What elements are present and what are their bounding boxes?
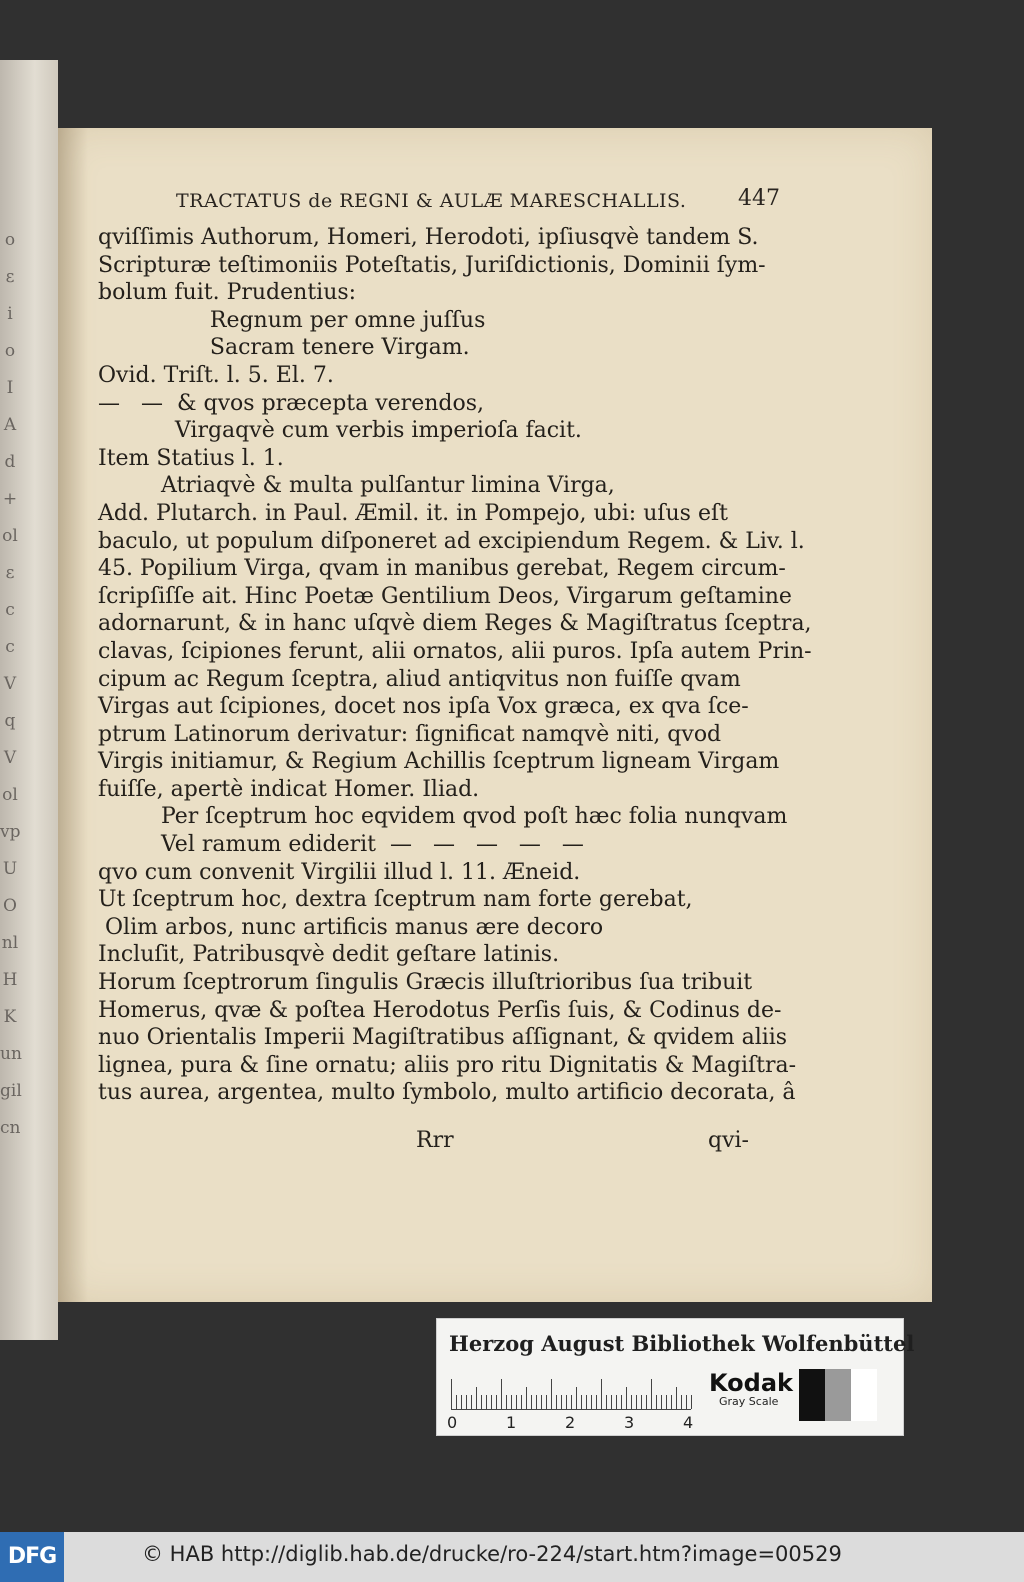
ruler-tick <box>626 1387 627 1409</box>
ruler-number: 3 <box>624 1413 635 1432</box>
text-line: Olim arbos, nunc artificis manus ære decoro <box>98 914 604 940</box>
ruler-tick <box>681 1395 682 1409</box>
facing-page-glyph: vp <box>0 822 21 842</box>
ruler-tick <box>676 1387 677 1409</box>
gray-scale-label: Gray Scale <box>719 1395 779 1408</box>
ruler-tick <box>551 1379 552 1409</box>
ruler-tick <box>541 1395 542 1409</box>
ruler-tick <box>516 1395 517 1409</box>
catchword: qvi- <box>708 1128 749 1153</box>
gray-patch <box>825 1369 851 1421</box>
ruler-tick <box>556 1395 557 1409</box>
ruler-tick <box>561 1395 562 1409</box>
ruler-tick <box>611 1395 612 1409</box>
ruler-tick <box>691 1395 692 1409</box>
ruler-tick <box>486 1395 487 1409</box>
facing-page-glyph: cn <box>0 1118 21 1138</box>
facing-page-glyph: un <box>0 1044 22 1064</box>
signature-mark: Rrr <box>416 1128 454 1153</box>
ruler-tick <box>461 1395 462 1409</box>
gray-patch <box>799 1369 825 1421</box>
ruler-number: 0 <box>447 1413 458 1432</box>
text-line: lignea, pura & ſine ornatu; aliis pro ritu Dignitatis & Magiſtra- <box>98 1052 797 1078</box>
facing-page-glyph: V <box>3 748 17 768</box>
ruler-tick <box>536 1395 537 1409</box>
facing-page-glyph: c <box>5 637 15 657</box>
facing-page-glyph: o <box>4 341 16 361</box>
ruler-tick <box>491 1395 492 1409</box>
footer-bar <box>0 1532 1024 1582</box>
ruler-tick <box>476 1387 477 1409</box>
ruler-tick <box>531 1395 532 1409</box>
text-line: Virgas aut ſcipiones, docet nos ipſa Vox græca, ex qva ſce- <box>98 694 749 720</box>
ruler-tick <box>521 1395 522 1409</box>
text-line: Virgis initiamur, & Regium Achillis ſceptrum ligneam Virgam <box>98 749 780 775</box>
facing-page-glyph: ε <box>5 267 15 287</box>
ruler-tick <box>591 1395 592 1409</box>
text-line: Vel ramum ediderit — — — — — <box>98 832 584 858</box>
ruler-tick <box>581 1395 582 1409</box>
facing-page-glyph: ol <box>2 526 18 546</box>
text-line: Incluſit, Patribusqvè dedit geſtare latinis. <box>98 942 560 968</box>
book-page <box>58 128 932 1302</box>
facing-page-glyph: A <box>3 415 17 435</box>
text-line: fuiſſe, apertè indicat Homer. Iliad. <box>98 776 480 802</box>
text-line: cipum ac Regum ſceptra, aliud antiqvitus non fuiſſe qvam <box>98 666 741 692</box>
ruler-tick <box>526 1387 527 1409</box>
facing-page-glyph: gil <box>0 1081 22 1101</box>
ruler-tick <box>471 1395 472 1409</box>
ruler-tick <box>496 1395 497 1409</box>
ruler-tick <box>606 1395 607 1409</box>
gray-patch <box>851 1369 877 1421</box>
facing-page-glyph: i <box>7 304 13 324</box>
text-line: 45. Popilium Virga, qvam in manibus gerebat, Regem circum- <box>98 556 786 582</box>
text-line: adornarunt, & in hanc uſqvè diem Reges & Magiſtratus ſceptra, <box>98 611 812 637</box>
ruler-tick <box>566 1395 567 1409</box>
ruler-tick <box>586 1395 587 1409</box>
facing-page-glyph: ol <box>2 785 18 805</box>
footer-credit: © HAB http://diglib.hab.de/drucke/ro-224/start.htm?image=00529 <box>142 1542 842 1566</box>
ruler-tick <box>686 1395 687 1409</box>
facing-page-glyph: d <box>4 452 16 472</box>
facing-page-glyph: H <box>2 970 18 990</box>
ruler-number: 1 <box>506 1413 517 1432</box>
facing-page-glyph: q <box>4 711 16 731</box>
text-line: Homerus, qvæ & poſtea Herodotus Perſis ſuis, & Codinus de- <box>98 997 782 1023</box>
facing-page-glyph: + <box>2 489 18 509</box>
ruler-tick <box>656 1395 657 1409</box>
ruler-tick <box>511 1395 512 1409</box>
facing-page-glyph: nl <box>1 933 19 953</box>
ruler-tick <box>666 1395 667 1409</box>
text-line: qviſſimis Authorum, Homeri, Herodoti, ipſiusqvè tandem S. <box>98 225 759 250</box>
text-line: qvo cum convenit Virgilii illud l. 11. Æneid. <box>98 859 581 885</box>
text-line: Scripturæ teſtimoniis Poteſtatis, Juriſdictionis, Dominii ſym- <box>98 252 766 278</box>
ruler-tick <box>651 1379 652 1409</box>
ruler-number: 2 <box>565 1413 576 1432</box>
running-header: TRACTATUS de REGNI & AULÆ MARESCHALLIS. <box>176 190 687 212</box>
text-line: — — & qvos præcepta verendos, <box>98 390 484 416</box>
text-line: clavas, ſcipiones ferunt, alii ornatos, alii puros. Ipſa autem Prin- <box>98 638 812 664</box>
ruler-tick <box>546 1395 547 1409</box>
ruler-tick <box>571 1395 572 1409</box>
facing-page-glyph: U <box>2 859 18 879</box>
color-scale-card <box>436 1318 915 1436</box>
ruler-tick <box>661 1395 662 1409</box>
ruler-tick <box>481 1395 482 1409</box>
ruler-number: 4 <box>683 1413 694 1432</box>
text-line: Sacram tenere Virgam. <box>98 335 470 361</box>
text-line: ſcripſiſſe ait. Hinc Poetæ Gentilium Deos, Virgarum geſtamine <box>98 583 792 609</box>
text-line: Ut ſceptrum hoc, dextra ſceptrum nam forte gerebat, <box>98 887 693 913</box>
text-line: ptrum Latinorum derivatur: ſignificat namqvè niti, qvod <box>98 721 722 747</box>
text-line: baculo, ut populum diſponeret ad excipiendum Regem. & Liv. l. <box>98 528 805 554</box>
facing-page-glyph: o <box>4 230 16 250</box>
facing-page-glyph: V <box>3 674 17 694</box>
text-line: Virgaqvè cum verbis imperioſa facit. <box>98 418 582 444</box>
facing-page-glyph: c <box>5 600 15 620</box>
text-line: Ovid. Triſt. l. 5. El. 7. <box>98 362 334 388</box>
text-line: bolum fuit. Prudentius: <box>98 280 357 306</box>
ruler-tick <box>641 1395 642 1409</box>
ruler-tick <box>451 1379 452 1409</box>
facing-page-glyph: I <box>6 378 14 398</box>
text-line: Horum ſceptrorum ſingulis Græcis illuſtrioribus ſua tribuit <box>98 970 753 996</box>
facing-page-glyph: ε <box>5 563 15 583</box>
ruler-tick <box>501 1379 502 1409</box>
facing-page-glyph: K <box>3 1007 17 1027</box>
ruler-tick <box>466 1395 467 1409</box>
body-text <box>98 224 812 1107</box>
text-line: Item Statius l. 1. <box>98 445 284 471</box>
text-line: Add. Plutarch. in Paul. Æmil. it. in Pompejo, ubi: uſus eſt <box>98 500 728 526</box>
ruler-tick <box>596 1395 597 1409</box>
ruler-tick <box>616 1395 617 1409</box>
text-line: Per ſceptrum hoc eqvidem qvod poſt hæc folia nunqvam <box>98 804 788 830</box>
library-name: Herzog August Bibliothek Wolfenbüttel <box>449 1331 915 1356</box>
spine-shadow <box>58 128 88 1302</box>
ruler-tick <box>646 1395 647 1409</box>
kodak-logo: Kodak <box>709 1369 793 1397</box>
text-line: Atriaqvè & multa pulſantur limina Virga, <box>98 473 615 499</box>
ruler-tick <box>601 1379 602 1409</box>
ruler-tick <box>621 1395 622 1409</box>
ruler-tick <box>671 1395 672 1409</box>
text-line: tus aurea, argentea, multo ſymbolo, multo artificio decorata, â <box>98 1080 796 1106</box>
ruler-tick <box>506 1395 507 1409</box>
ruler-tick <box>631 1395 632 1409</box>
ruler-tick <box>456 1395 457 1409</box>
ruler-tick <box>576 1387 577 1409</box>
page-number: 447 <box>738 186 780 211</box>
ruler <box>451 1375 691 1410</box>
facing-page-edge <box>0 60 58 1340</box>
text-line: Regnum per omne juſſus <box>98 307 486 333</box>
facing-page-glyph: O <box>3 896 17 916</box>
dfg-logo: DFG <box>0 1532 64 1582</box>
ruler-tick <box>636 1395 637 1409</box>
text-line: nuo Orientalis Imperii Magiſtratibus aſſignant, & qvidem aliis <box>98 1025 788 1051</box>
